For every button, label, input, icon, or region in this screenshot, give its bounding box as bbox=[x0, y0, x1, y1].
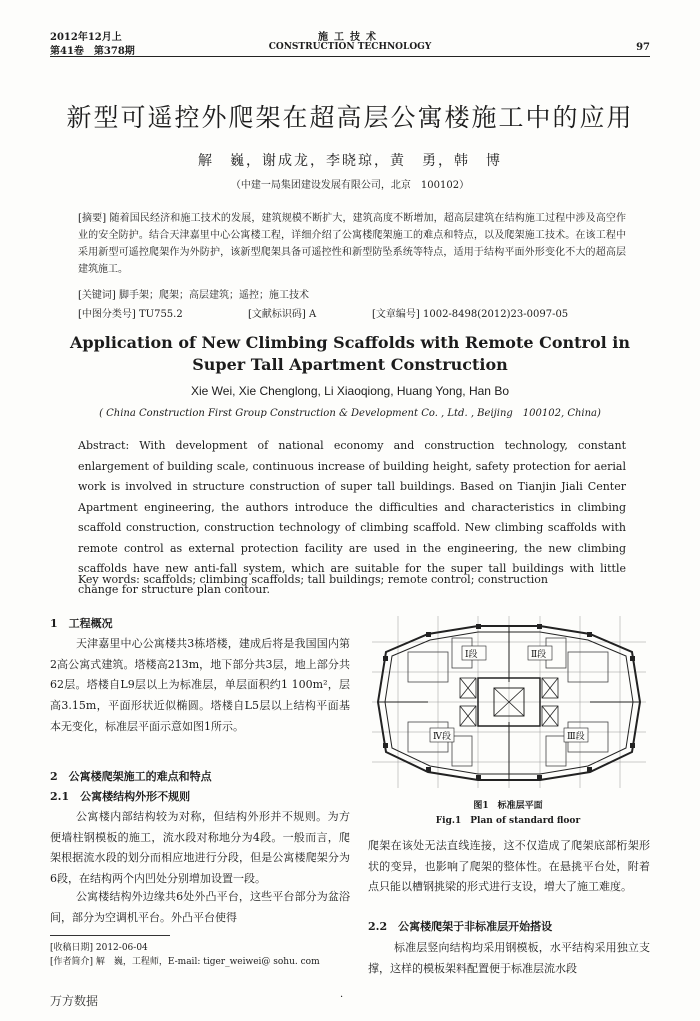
section-2-1-paragraph-2: 公寓楼结构外边缘共6处外凸平台，这些平台部分为盆浴间，部分为空调机平台。外凸平台使得 bbox=[50, 890, 350, 924]
document-code: [文献标识码] A bbox=[248, 309, 317, 320]
header-page-number: 97 bbox=[636, 42, 650, 53]
section-2-1-paragraph-1: 公寓楼内部结构较为对称，但结构外形并不规则。为方便墙柱钢模板的施工，流水段对称地分为4段。一般而言，爬架根据流水段的划分而相应地进行分段，但是公寓楼爬架分为6段，在结构两个内凹处分别增加设置一段。 bbox=[50, 810, 350, 886]
header-volume: 第41卷 第378期 bbox=[50, 46, 135, 57]
classification-number: [中图分类号] TU755.2 bbox=[78, 309, 183, 320]
segment-label-1: Ⅰ段 bbox=[465, 650, 478, 660]
section-1-heading: 1 工程概况 bbox=[50, 617, 113, 630]
header-date: 2012年12月上 bbox=[50, 32, 122, 43]
header-journal-en: CONSTRUCTION TECHNOLOGY bbox=[268, 42, 432, 52]
affiliation-en: ( China Construction First Group Construction & Development Co. , Ltd. , Beijing 100102, China) bbox=[99, 408, 601, 419]
authors-cn: 解 巍，谢成龙，李晓琼，黄 勇，韩 博 bbox=[198, 153, 502, 169]
keywords-en: Key words: scaffolds; climbing scaffolds; tall buildings; remote control; construction bbox=[78, 573, 548, 586]
abstract-en: Abstract: With development of national economy and construction technology, constant enlargement of building scale, continuous increase of building height, safety protection for aerial work is involved in structure construction of super tall buildings. Based on Tianjin Jiali Center Apartment engineering, the authors introduce the difficulties and characteristics in climbing scaffold construction, construction technology of climbing scaffold. New climbing scaffolds with remote control as external protection facility are used in the engineering, the new climbing scaffolds have new anti-fall system, which are suitable for the super tall buildings with little change for structure plan contour. bbox=[78, 439, 626, 596]
segment-label-3: Ⅲ段 bbox=[567, 732, 585, 742]
author-intro-note: [作者简介] 解 巍，工程师，E-mail: tiger_weiwei@ sohu. com bbox=[50, 957, 320, 967]
footer-source: 万方数据 bbox=[50, 994, 99, 1008]
abstract-cn: [摘要] 随着国民经济和施工技术的发展，建筑规模不断扩大，建筑高度不断增加，超高层建筑在结构施工过程中涉及高空作业的安全防护。结合天津嘉里中心公寓楼工程，详细介绍了公寓楼爬架施工的难点和特点，以及爬架施工技术。在该工程中采用新型可遥控爬架作为外防护，该新型爬架具备可遥控性和新型防坠系统等特点，适用于结构平面外形变化不大的超高层建筑施工。 bbox=[78, 213, 626, 275]
received-date-note: [收稿日期] 2012-06-04 bbox=[50, 943, 148, 953]
figure-floor-plan bbox=[368, 612, 650, 796]
title-cn: 新型可遥控外爬架在超高层公寓楼施工中的应用 bbox=[66, 103, 634, 132]
footnote-rule bbox=[50, 935, 170, 936]
affiliation-cn: （中建一局集团建设发展有限公司，北京 100102） bbox=[230, 180, 470, 191]
stray-mark: · bbox=[340, 992, 344, 1003]
keywords-cn: [关键词] 脚手架；爬架；高层建筑；遥控；施工技术 bbox=[78, 290, 309, 301]
section-2-1-heading: 2.1 公寓楼结构外形不规则 bbox=[50, 790, 191, 803]
article-number: [文章编号] 1002-8498(2012)23-0097-05 bbox=[372, 309, 569, 320]
segment-label-2: Ⅱ段 bbox=[531, 650, 547, 660]
header-rule bbox=[50, 56, 650, 57]
section-2-2-paragraph: 标准层竖向结构均采用钢模板，水平结构采用独立支撑，这样的模板架料配置便于标准层流水段 bbox=[368, 941, 650, 975]
section-1-paragraph: 天津嘉里中心公寓楼共3栋塔楼，建成后将是我国国内第2高公寓式建筑。塔楼高213m，地下部分共3层，地上部分共62层。塔楼自L9层以上为标准层，单层面积约1 100m²，层高3.15m，平面形状近似椭圆。塔楼自L5层以上结构平面基本无变化，标准层平面示意如图1所示。 bbox=[50, 637, 350, 733]
title-en: Application of New Climbing Scaffolds with Remote Control in Super Tall Apartment Construction bbox=[69, 333, 630, 374]
section-2-2-heading: 2.2 公寓楼爬架于非标准层开始搭设 bbox=[368, 920, 553, 933]
segment-label-4: Ⅳ段 bbox=[433, 732, 451, 742]
section-2-heading: 2 公寓楼爬架施工的难点和特点 bbox=[50, 770, 212, 783]
header-journal-cn: 施工技术 bbox=[318, 32, 382, 43]
figure-caption-en: Fig.1 Plan of standard floor bbox=[435, 816, 581, 826]
floor-plan-drawing bbox=[368, 612, 650, 792]
figure-caption-cn: 图1 标准层平面 bbox=[473, 801, 543, 811]
section-2-1-paragraph-3: 爬架在该处无法直线连接，这不仅造成了爬架底部桁架形状的变异，也影响了爬架的整体性。在悬挑平台处，附着点只能以槽钢挑梁的形式进行支设，增大了施工难度。 bbox=[368, 839, 650, 894]
authors-en: Xie Wei, Xie Chenglong, Li Xiaoqiong, Huang Yong, Han Bo bbox=[190, 384, 509, 398]
